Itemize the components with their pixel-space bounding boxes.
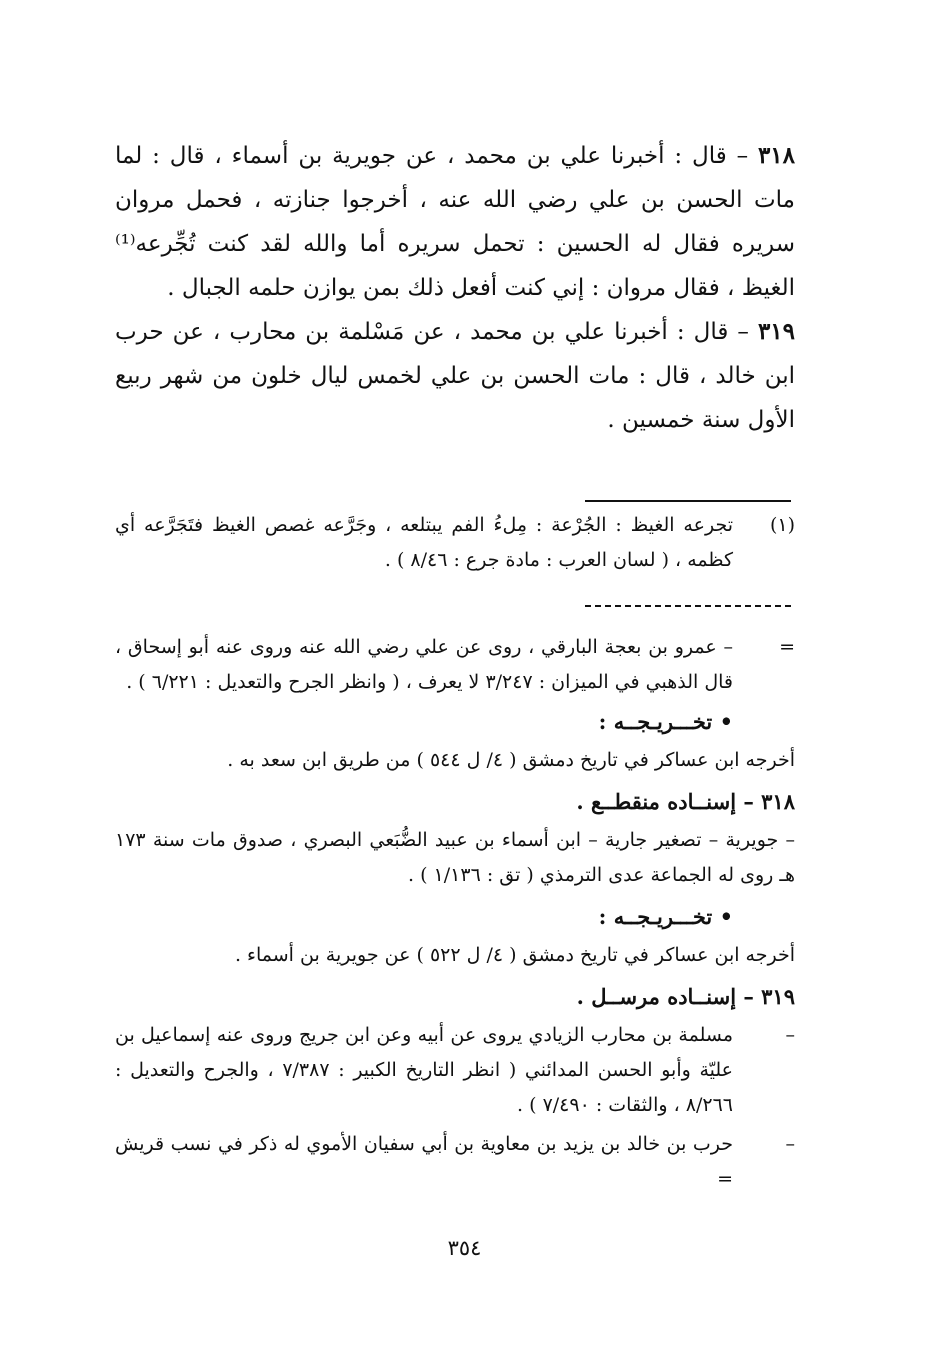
paragraph-text: – قال : أخبرنا علي بن محمد ، عن مَسْلمة بن محارب ، عن حرب ابن خالد ، قال : مات الحسن بن علي لخمس ليال خلون من شهر ربيع الأول سنة خمسين . xyxy=(115,319,795,433)
narrator-note-text: – عمرو بن بعجة البارقي ، روى عن علي رضي الله عنه وروى عنه أبو إسحاق ، قال الذهبي في الميزان : ٣/٢٤٧ لا يعرف ، ( وانظر الجرح والتعديل : ٦/٢٢١ ) . xyxy=(115,636,733,693)
paragraph-318 xyxy=(115,134,795,310)
isnad-label: – إسنــاده مرســل . xyxy=(576,984,762,1009)
paragraph-number: ٣١٩ xyxy=(757,318,795,345)
takhrij-text: أخرجه ابن عساكر في تاريخ دمشق ( ٤/ ل ٥٢٢ ) عن جويرية بن أسماء . xyxy=(234,944,795,966)
footnote-text: تجرعه الغيظ : الجُرْعة : مِلءُ الفم يبتلعه ، وجَرَّعه غصص الغيظ فتَجَرَّعه أي كظمه ، ( لسان العرب : مادة جرع : ٨/٤٦ ) . xyxy=(115,514,733,571)
footnote-separator xyxy=(585,500,791,502)
isnad-heading-318 xyxy=(115,784,795,819)
takhrij-heading: • تخـــريـجــه : xyxy=(598,709,733,734)
continuation-marker: = xyxy=(779,636,795,658)
isnad-number: ٣١٩ xyxy=(761,984,795,1009)
list-dash: – xyxy=(785,1024,795,1046)
narrator-note-text: حرب بن خالد بن يزيد بن معاوية بن أبي سفيان الأموي له ذكر في نسب قريش = xyxy=(115,1133,733,1190)
isnad-number: ٣١٨ xyxy=(761,789,795,814)
paragraph-number: ٣١٨ xyxy=(757,142,795,169)
page-number: ٣٥٤ xyxy=(447,1236,482,1260)
narrator-note-amr xyxy=(115,630,795,700)
isnad-label: – إسنــاده منقطــع . xyxy=(576,789,762,814)
footnote xyxy=(115,508,795,578)
list-dash: – xyxy=(785,1133,795,1155)
isnad-heading-319 xyxy=(115,979,795,1014)
paragraph-text: – قال : أخبرنا علي بن محمد ، عن جويرية بن أسماء ، قال : لما مات الحسن بن علي رضي الله عنه ، أخرجوا جنازته ، فحمل مروان سريره فقال له الحسين : تحمل سريره أما والله لقد كنت تُجِّرعه⁽¹⁾ الغيظ ، فقال مروان : إني كنت أفعل ذلك بمن يوازن حلمه الجبال . xyxy=(115,143,795,301)
takhrij-text: أخرجه ابن عساكر في تاريخ دمشق ( ٤/ ل ٥٤٤ ) من طريق ابن سعد به . xyxy=(227,749,795,771)
commentary-separator xyxy=(585,605,791,607)
narrator-note-juwayriya: – جويرية – تصغير جارية – ابن أسماء بن عبيد الضُّبَعي البصري ، صدوق مات سنة ١٧٣ هـ روى له الجماعة عدى الترمذي ( تق : ١/١٣٦ ) . xyxy=(115,829,795,886)
takhrij-heading: • تخـــريـجــه : xyxy=(598,904,733,929)
paragraph-319 xyxy=(115,310,795,442)
narrator-note-maslama xyxy=(115,1018,795,1123)
footnote-marker: (١) xyxy=(769,514,795,536)
commentary xyxy=(115,630,795,1197)
narrator-note-text: مسلمة بن محارب الزيادي يروى عن أبيه وعن ابن جريج وروى عنه إسماعيل بن عليّة وأبو الحسن المدائني ( انظر التاريخ الكبير : ٧/٣٨٧ ، والجرح والتعديل : ٨/٢٦٦ ، والثقات : ٧/٤٩٠ ) . xyxy=(115,1024,733,1116)
narrator-note-harb xyxy=(115,1127,795,1197)
